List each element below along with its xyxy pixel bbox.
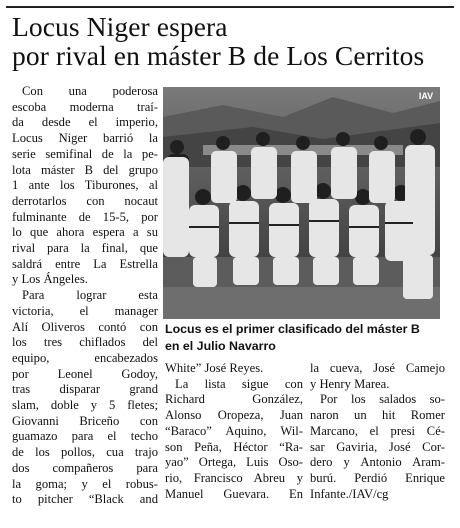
text-line: da desde el imperio, [12, 115, 158, 130]
text-line: La lista sigue con [175, 376, 303, 391]
text-line: lo que ahora espera a su [12, 225, 158, 240]
caption-line: Locus es el primer clasificado del máster B [165, 322, 420, 336]
text-line: fulminante de 15-5, por [12, 209, 158, 224]
text-line: rio, Francisco Abreu y [165, 470, 303, 485]
text-line: to pitcher “Black and [12, 492, 158, 507]
photo-caption [165, 321, 440, 354]
top-rule [6, 6, 454, 8]
text-line: por Leonel Godoy, [12, 366, 158, 381]
text-line: slam, doble y 5 fletes; [12, 398, 158, 413]
text-line: y Henry Marea. [310, 376, 390, 391]
text-line: Marcano, el presi Cé- [310, 423, 445, 438]
text-line: de los pollos, cua trajo [12, 445, 158, 460]
caption-line: en el Julio Navarro [165, 338, 276, 353]
body-column-2 [165, 361, 303, 502]
text-line: equipo, encabezados [12, 350, 158, 365]
text-line: dero y Antonio Aram- [310, 455, 445, 470]
text-line: 1 ante los Tiburones, al [12, 178, 158, 193]
text-line: White” José Reyes. [165, 361, 264, 375]
text-line: Con una poderosa [22, 84, 158, 98]
text-line: Richard González, [165, 392, 303, 407]
text-line: Giovanni Briceño con [12, 413, 158, 428]
text-line: saldrá entre La Estrella [12, 256, 158, 271]
text-line: los tres chiflados del [12, 335, 158, 350]
text-line: guamazo para el techo [12, 429, 158, 444]
text-line: Locus Niger barrió la [12, 131, 158, 146]
headline-line: por rival en máster B de Los Cerritos [12, 40, 425, 71]
text-line: yao” Ortega, Luis Oso- [165, 455, 303, 470]
text-line: serie semifinal de la pe- [12, 146, 158, 161]
headline-line: Locus Niger espera [12, 11, 228, 42]
text-line: la goma; y el robus- [12, 476, 158, 491]
text-line: Para lograr esta [22, 288, 158, 303]
text-line: lota máster B del grupo [12, 162, 158, 177]
text-line: y Los Ángeles. [12, 272, 88, 287]
text-line: Alí Oliveros contó con [12, 319, 158, 334]
text-line: tras disparar grand [12, 382, 158, 397]
body-column-3 [310, 361, 445, 502]
text-line: dos compañeros para [12, 460, 158, 475]
text-line: Por los salados so- [320, 392, 445, 407]
team-photo [163, 87, 440, 319]
text-line: “Baraco” Aquino, Wil- [165, 423, 303, 438]
text-line: escoba moderna traí- [12, 99, 158, 114]
text-line: burú. Perdió Enrique [310, 470, 445, 485]
text-line: naron un hit Romer [310, 408, 445, 423]
text-line: son Peña, Héctor “Ra- [165, 439, 303, 454]
text-line: Manuel Guevara. En [165, 486, 303, 501]
text-line: rival para la final, que [12, 241, 158, 256]
body-column-1 [12, 84, 158, 508]
text-line: derrotarlos con nocaut [12, 193, 158, 208]
text-line: victoria, el manager [12, 303, 158, 318]
team-photo-art [163, 87, 440, 319]
photo-watermark: IAV [418, 91, 434, 101]
text-line: Infante./IAV/cg [310, 486, 389, 501]
text-line: la cueva, José Camejo [310, 361, 445, 375]
headline [12, 12, 452, 70]
text-line: Alonso Oropeza, Juan [165, 408, 303, 423]
text-line: sar Gaviria, José Cor- [310, 439, 445, 454]
